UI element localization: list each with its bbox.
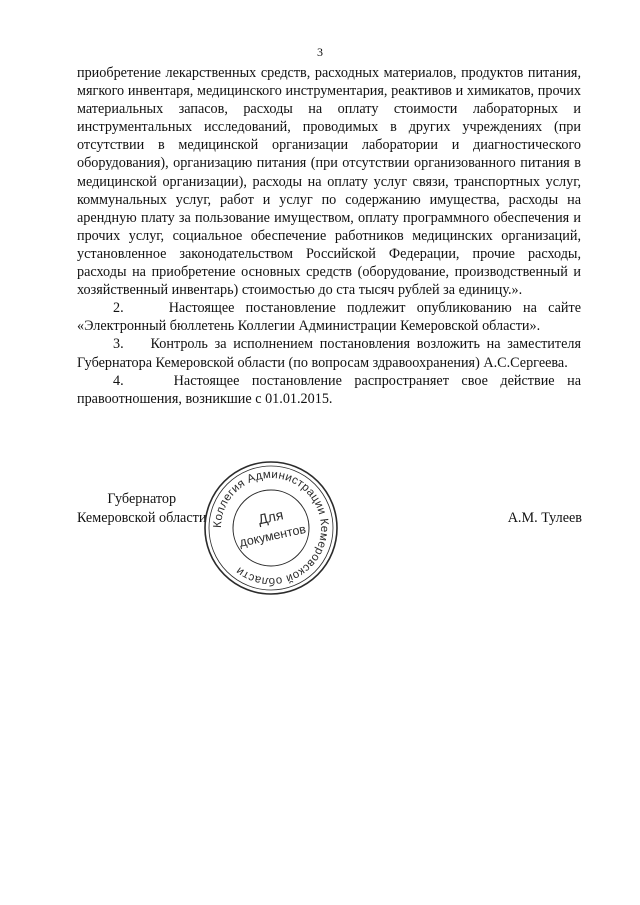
paragraph-item-3: 3. Контроль за исполнением постановления возложить на заместителя Губернатора Кемеровской области (по вопросам здравоохранения) А.С.Сергеева. (77, 336, 581, 371)
paragraph-continuation: приобретение лекарственных средств, расходных материалов, продуктов питания, мягкого инвентаря, медицинского инструментария, реактивов и химикатов, прочих материальных запасов, расходы на оплату стоимости лабораторных и инструментальных исследований, проводимых в других учреждениях (при отсутствии в медицинской организации лаборатории и диагностического оборудования), организацию питания (при отсутствии организованного питания в медицинской организации), расходы на оплату услуг связи, транспортных услуг, коммунальных услуг, работ и услуг по содержанию имущества, расходы на арендную плату за пользование имуществом, оплату программного обеспечения и прочих услуг, социальное обеспечение работников медицинских организаций, установленное законодательством Российской Федерации, прочие расходы, расходы на приобретение основных средств (оборудование, производственный и хозяйственный инвентарь) стоимостью до ста тысяч рублей за единицу.». (77, 65, 581, 299)
seal-center-line1: Для (256, 506, 285, 528)
signatory-position (77, 490, 206, 528)
signatory-title-line1: Губернатор (107, 491, 177, 507)
seal-center-line2: документов (238, 521, 308, 550)
seal-ring-text: Коллегия Администрации Кемеровской области (211, 468, 331, 588)
signatory-title-line2: Кемеровской области (77, 510, 207, 526)
signatory-name: А.М. Тулеев (507, 510, 582, 526)
document-body (77, 64, 581, 408)
seal-icon (201, 458, 341, 598)
official-seal-stamp (201, 458, 341, 598)
page-number: 3 (317, 45, 323, 59)
paragraph-item-4: 4. Настоящее постановление распространяет свое действие на правоотношения, возникшие с 01.01.2015. (77, 372, 581, 407)
paragraph-item-2: 2. Настоящее постановление подлежит опубликованию на сайте «Электронный бюллетень Коллегии Администрации Кемеровской области». (77, 300, 581, 335)
